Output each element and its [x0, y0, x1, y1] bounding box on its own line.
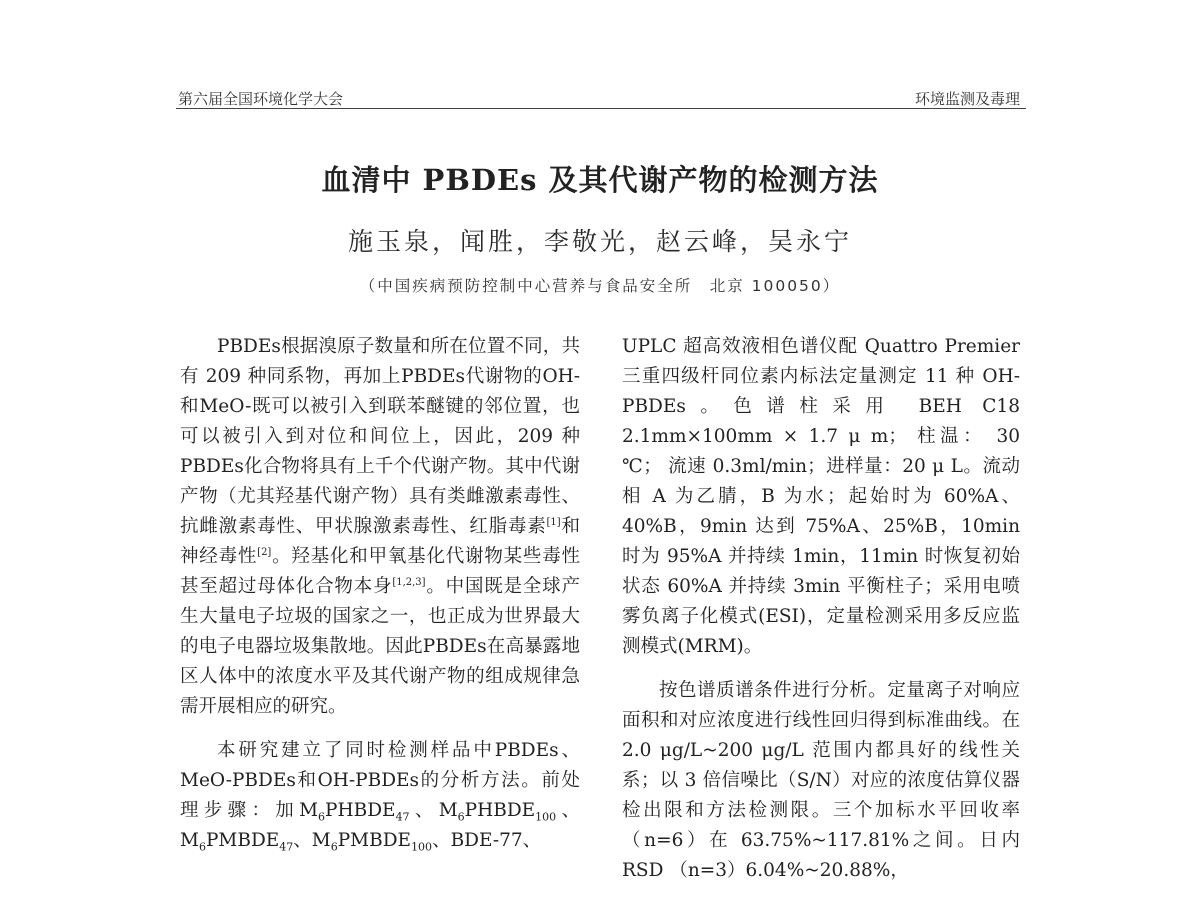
paper-title: 血清中 PBDEs 及其代谢产物的检测方法: [321, 163, 879, 197]
intro-text-d: 。中国既是全球产生大量电子垃圾的国家之一，也正成为世界最大的电子电器垃圾集散地。因此PBDEs在高暴露地区人体中的浓度水平及其代谢产物的组成规律急需开展相应的研究。: [180, 576, 580, 717]
subscript: 6: [330, 840, 338, 854]
method-text-h: PMBDE: [337, 830, 412, 851]
method-text-c: 、M: [409, 800, 458, 821]
header-divider: [176, 108, 1026, 109]
subscript: 6: [318, 810, 326, 824]
affiliation: （中国疾病预防控制中心营养与食品安全所 北京 100050）: [359, 277, 841, 295]
paragraph-instrument: UPLC 超高效液相色谱仪配 Quattro Premier 三重四级杆同位素内标法定量测定 11 种 OH-PBDEs。色谱柱采用 BEH C18 2.1mm×100mm × 1.7 μ m； 柱温： 30 ℃； 流速 0.3ml/min；进样量：20 μ L。流动相 A 为乙腈，B 为水；起始时为 60%A、40%B，9min 达到 75%A、25%B，10min 时为 95%A 并持续 1min，11min 时恢复初始状态 60%A 并持续 3min 平衡柱子；采用电喷雾负离子化模式(ESI)，定量检测采用多反应监测模式(MRM)。: [622, 336, 1020, 657]
paragraph-intro: [180, 332, 580, 722]
subscript: 47: [279, 840, 294, 854]
author-list: 施玉泉，闻胜，李敬光，赵云峰，吴永宁: [347, 227, 852, 256]
subscript: 6: [457, 810, 465, 824]
left-column: [180, 332, 580, 856]
method-text-e: 、M: [180, 800, 580, 851]
paragraph-method: [180, 736, 580, 856]
citation-3: [1,2,3]: [392, 576, 426, 588]
citation-1: [1]: [546, 516, 561, 528]
method-text-a: 本研究建立了同时检测样品中PBDEs、MeO-PBDEs和OH-PBDEs的分析方法。前处理步骤：加M: [180, 740, 580, 821]
intro-text-c: 。羟基化和甲氧基化代谢物某些毒性甚至超过母体化合物本身: [180, 546, 580, 597]
running-header-section: 环境监测及毒理: [914, 90, 1020, 108]
subscript: 47: [395, 810, 410, 824]
citation-2: [2]: [257, 546, 272, 558]
method-text-i: 、BDE-77、: [432, 830, 542, 851]
intro-text-b: 和神经毒性: [180, 516, 580, 567]
subscript: 100: [411, 840, 433, 854]
paragraph-results: 按色谱质谱条件进行分析。定量离子对响应面积和对应浓度进行线性回归得到标准曲线。在 2.0 μg/L~200 μg/L 范围内都具好的线性关系；以 3 倍信噪比（S/N）对应的浓度估算仪器检出限和方法检测限。三个加标水平回收率（n=6）在 63.75%~117.81%之间。日内 RSD （n=3）6.04%~20.88%，: [622, 680, 1020, 881]
running-header-conference: 第六届全国环境化学大会: [178, 90, 344, 108]
right-column: [622, 332, 1020, 886]
method-text-b: PHBDE: [325, 800, 396, 821]
method-text-g: 、M: [293, 830, 331, 851]
subscript: 100: [535, 810, 557, 824]
subscript: 6: [198, 840, 206, 854]
method-text-d: PHBDE: [464, 800, 536, 821]
intro-text-a: PBDEs根据溴原子数量和所在位置不同，共有 209 种同系物，再加上PBDEs代谢物的OH-和MeO-既可以被引入到联苯醚键的邻位置，也可以被引入到对位和间位上，因此，209 种PBDEs化合物将具有上千个代谢产物。其中代谢产物（尤其羟基代谢产物）具有类雌激素毒性、抗雌激素毒性、甲状腺激素毒性、红脂毒素: [180, 336, 580, 537]
method-text-f: PMBDE: [205, 830, 280, 851]
